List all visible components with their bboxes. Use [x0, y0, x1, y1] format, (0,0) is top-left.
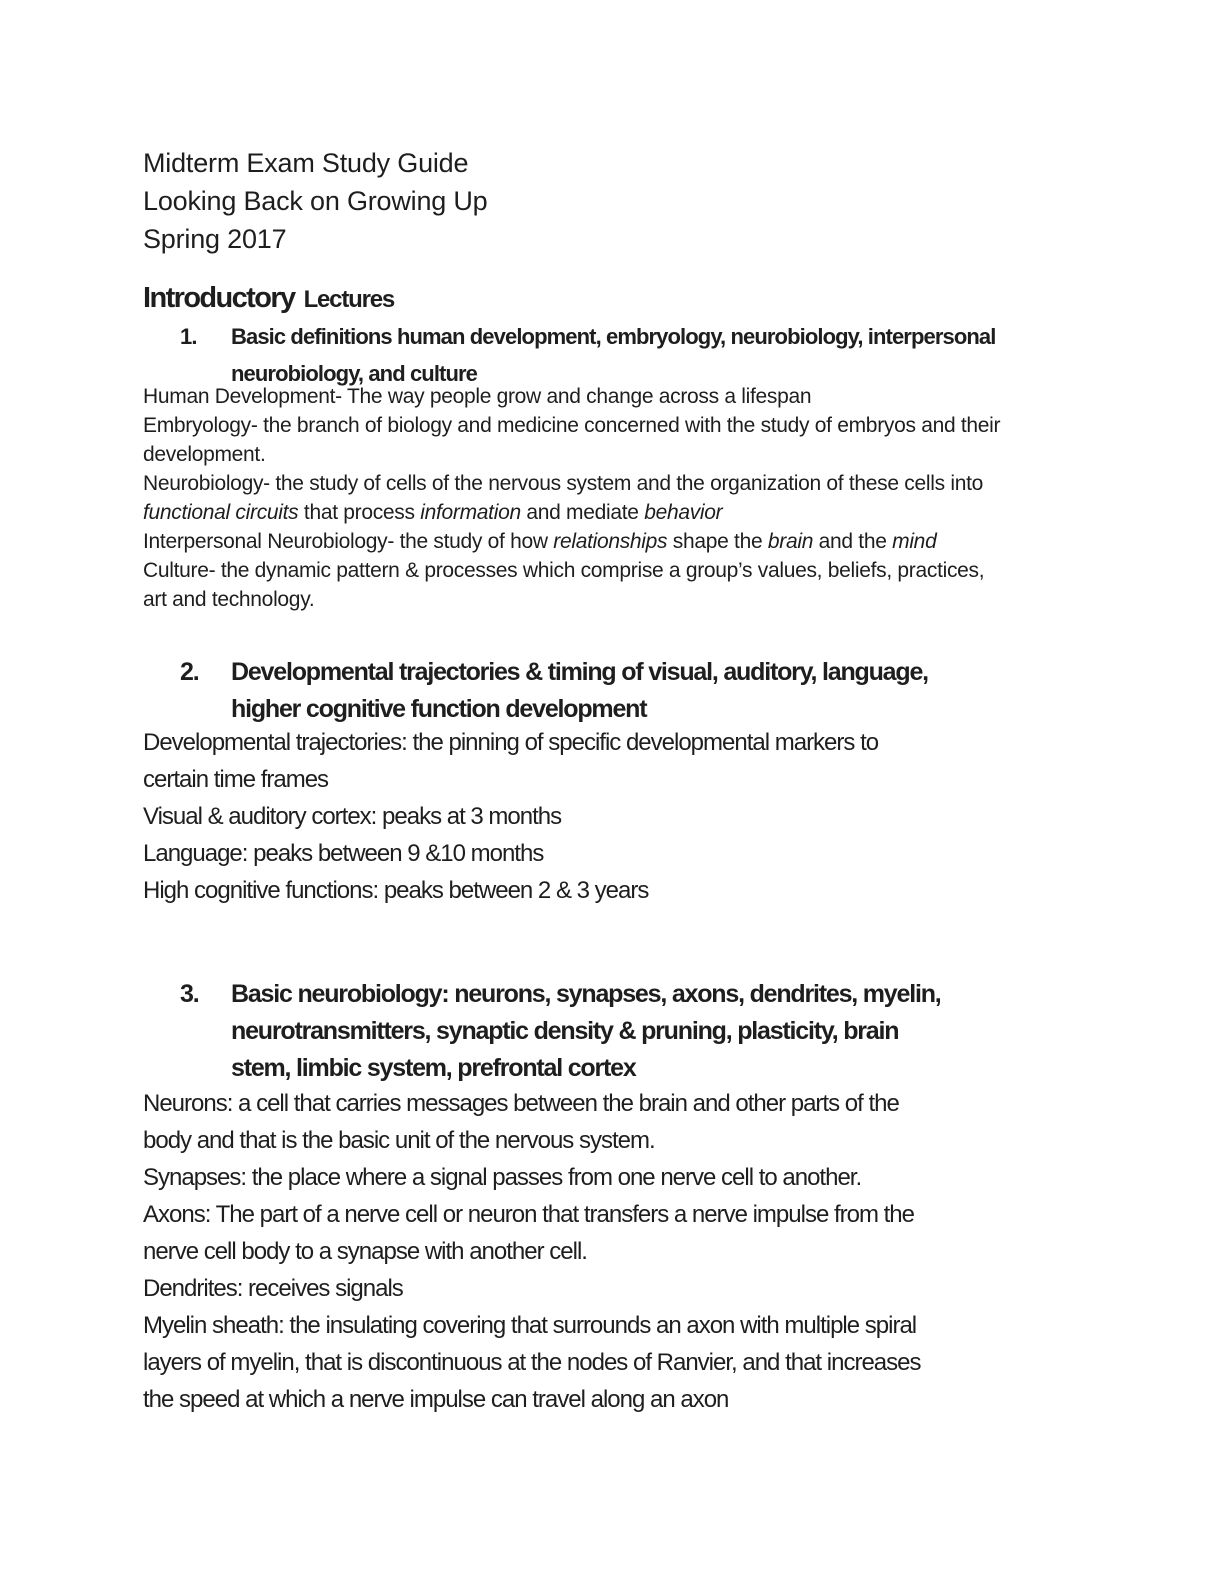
text-line: Dendrites: receives signals [143, 1275, 403, 1302]
topic-3-heading-text [231, 976, 1143, 1087]
text-line: Language: peaks between 9 &10 months [143, 840, 544, 867]
text-line: Interpersonal Neurobiology- the study of how relationships shape the brain and the mind [143, 530, 937, 553]
text-line: Neurobiology- the study of cells of the nervous system and the organization of these cells into [143, 472, 983, 495]
text-line: Basic definitions human development, embryology, neurobiology, interpersonal [231, 324, 996, 349]
text-line: nerve cell body to a synapse with another cell. [143, 1238, 587, 1265]
section-heading [143, 277, 394, 321]
text-line: Culture- the dynamic pattern & processes which comprise a group’s values, beliefs, practices, [143, 559, 985, 582]
text-line: Embryology- the branch of biology and medicine concerned with the study of embryos and their [143, 414, 1001, 437]
text-line: Human Development- The way people grow and change across a lifespan [143, 385, 812, 408]
topic-1-number: 1. [180, 324, 197, 349]
text-line: Myelin sheath: the insulating covering that surrounds an axon with multiple spiral [143, 1312, 917, 1339]
section-heading-secondary: Lectures [303, 286, 395, 313]
text-line: stem, limbic system, prefrontal cortex [231, 1054, 636, 1082]
text-line: Developmental trajectories & timing of visual, auditory, language, [231, 658, 928, 686]
topic-1-heading-text [231, 318, 1143, 392]
text-line: higher cognitive function development [231, 695, 647, 723]
topic-3-heading [143, 976, 1143, 1087]
text-line: body and that is the basic unit of the nervous system. [143, 1127, 655, 1154]
text-line: art and technology. [143, 588, 315, 611]
topic-3-number: 3. [180, 980, 199, 1008]
text-line: Developmental trajectories: the pinning of specific developmental markers to [143, 729, 879, 756]
text-line: High cognitive functions: peaks between 2 & 3 years [143, 877, 649, 904]
topic-2-heading [143, 654, 1143, 728]
topic-2-number: 2. [180, 658, 199, 686]
text-line: Basic neurobiology: neurons, synapses, axons, dendrites, myelin, [231, 980, 941, 1008]
text-line: Midterm Exam Study Guide [143, 148, 469, 178]
topic-2-heading-text [231, 654, 1143, 728]
text-line: Axons: The part of a nerve cell or neuron that transfers a nerve impulse from the [143, 1201, 914, 1228]
text-line: Visual & auditory cortex: peaks at 3 months [143, 803, 562, 830]
document-title-block [143, 144, 488, 258]
text-line: neurotransmitters, synaptic density & pruning, plasticity, brain [231, 1017, 899, 1045]
text-line: development. [143, 443, 266, 466]
text-line: Looking Back on Growing Up [143, 186, 488, 216]
topic-1-body [143, 382, 1173, 614]
topic-3-body [143, 1085, 1173, 1418]
text-line: functional circuits that process information and mediate behavior [143, 501, 723, 524]
text-line: certain time frames [143, 766, 329, 793]
text-line: Neurons: a cell that carries messages between the brain and other parts of the [143, 1090, 899, 1117]
topic-1-heading [143, 318, 1143, 392]
text-line: layers of myelin, that is discontinuous at the nodes of Ranvier, and that increases [143, 1349, 921, 1376]
text-line: Spring 2017 [143, 224, 287, 254]
topic-2-body [143, 724, 1173, 909]
section-heading-primary: Introductory [143, 282, 295, 314]
text-line: the speed at which a nerve impulse can travel along an axon [143, 1386, 729, 1413]
text-line: neurobiology, and culture [231, 361, 477, 386]
text-line: Synapses: the place where a signal passes from one nerve cell to another. [143, 1164, 862, 1191]
